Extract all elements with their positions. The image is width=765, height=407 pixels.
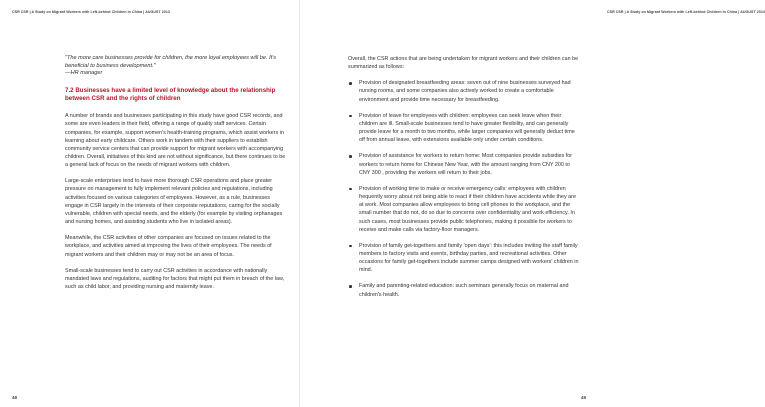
- bullet-text: Provision of designated breastfeeding areas: seven out of nine businesses surveyed had nursing rooms, and some companies also actively worked to create a comfortable environment and provide time necessary for breastfeeding.: [359, 80, 571, 103]
- page-number: 49: [580, 395, 586, 400]
- bullet-text: Provision of family get-togethers and family 'open days': this includes inviting the staff family members to factory visits and events, birthday parties, and recreational activities. Other occasions for family get-togethers include summer camps designed with workers' children in mind.: [359, 242, 579, 274]
- bullet-icon: [349, 285, 352, 288]
- bullet-item: [348, 152, 580, 176]
- bullet-item: [348, 112, 580, 145]
- bullet-text: Provision of assistance for workers to return home: Most companies provide subsidies for workers to return home for Chinese New Year, with the amount ranging from CNY 200 to CNY 300 , providing the workers will return to their jobs.: [359, 153, 573, 176]
- bullet-item: [348, 185, 580, 234]
- pull-quote: "The more care businesses provide for children, the more loyal employees will be. It's beneficial to business development.": [65, 55, 277, 69]
- right-page-content: [348, 55, 580, 307]
- bullet-text: Provision of leave for employees with children: employees can seek leave when their children are ill. Small-scale businesses tend to have greater flexibility, and can generally provide leave for a month to two months, while larger companies will generally deduct time off from annual leave, with extensions available only under certain conditions.: [359, 112, 575, 144]
- left-page: [0, 0, 300, 407]
- running-header: CSR CSR | A Study on Migrant Workers with Left-behind Children in China | AUGUST 2013: [12, 10, 170, 14]
- page-number: 48: [12, 395, 18, 400]
- paragraph: Small-scale businesses tend to carry out CSR activities in accordance with nationally mandated laws and regulations, auditing for factors that might put them in breach of the law, such as child labor, and providing nursing and maternity leave.: [65, 267, 285, 290]
- bullet-list: [348, 79, 580, 298]
- bullet-icon: [349, 188, 352, 191]
- bullet-icon: [349, 82, 352, 85]
- paragraph: Meanwhile, the CSR activities of other companies are focused on issues related to the workplace, and activities aimed at improving the lives of their employees. The needs of migrant workers and their children may or may not be an area of focus.: [65, 235, 272, 258]
- bullet-text: Family and parenting-related education: such seminars generally focus on maternal and children's health.: [359, 283, 569, 298]
- left-page-content: [65, 55, 287, 299]
- right-page: [300, 0, 765, 407]
- bullet-text: Provision of working time to make or receive emergency calls: employees with children frequently worry about not being able to react if their children have accidents while they are at work. Most companies allow employees to bring cell phones to the workplace, and the small number that do not, do so due to concerns over confidentiality and work efficiency. In such cases, most businesses provide public telephones, making it possible for workers to receive and make calls via factory-floor managers.: [359, 185, 576, 233]
- bullet-icon: [349, 115, 352, 118]
- paragraph: Large-scale enterprises tend to have more thorough CSR operations and place greater pressure on management to fully implement relevant policies and regulations, including activities focused on various categories of employees. However, as a rule, businesses engage in CSR largely in the interests of their corporate reputations, caring for the socially vulnerable, children with special needs, and the elderly (for example by visiting orphanages and nursing homes, and assisting students who live in isolated areas).: [65, 178, 283, 226]
- running-header: CSR CSR | A Study on Migrant Workers with Left-behind Children in China | AUGUST 2013: [607, 10, 765, 14]
- bullet-icon: [349, 155, 352, 158]
- bullet-icon: [349, 245, 352, 248]
- bullet-item: [348, 79, 580, 103]
- section-heading: 7.2 Businesses have a limited level of knowledge about the relationship between CSR and the rights of children: [65, 86, 276, 102]
- bullet-item: [348, 282, 580, 298]
- paragraph: A number of brands and businesses participating in this study have good CSR records, and some are even leaders in their field, offering a range of quality staff services. Certain companies, for example, support women's health-training programs, which assist workers in learning about early childcare. Others work in tandem with their suppliers to establish community service centers that can provide support for migrant workers with accompanying children. Overall, initiatives of this kind are not without significance, but there continues to be a general lack of focus on the needs of migrant workers with children.: [65, 113, 286, 169]
- bullet-item: [348, 242, 580, 275]
- intro-paragraph: Overall, the CSR actions that are being undertaken for migrant workers and their children can be summarized as follows:: [348, 56, 579, 71]
- quote-attribution: —HR manager: [65, 70, 103, 77]
